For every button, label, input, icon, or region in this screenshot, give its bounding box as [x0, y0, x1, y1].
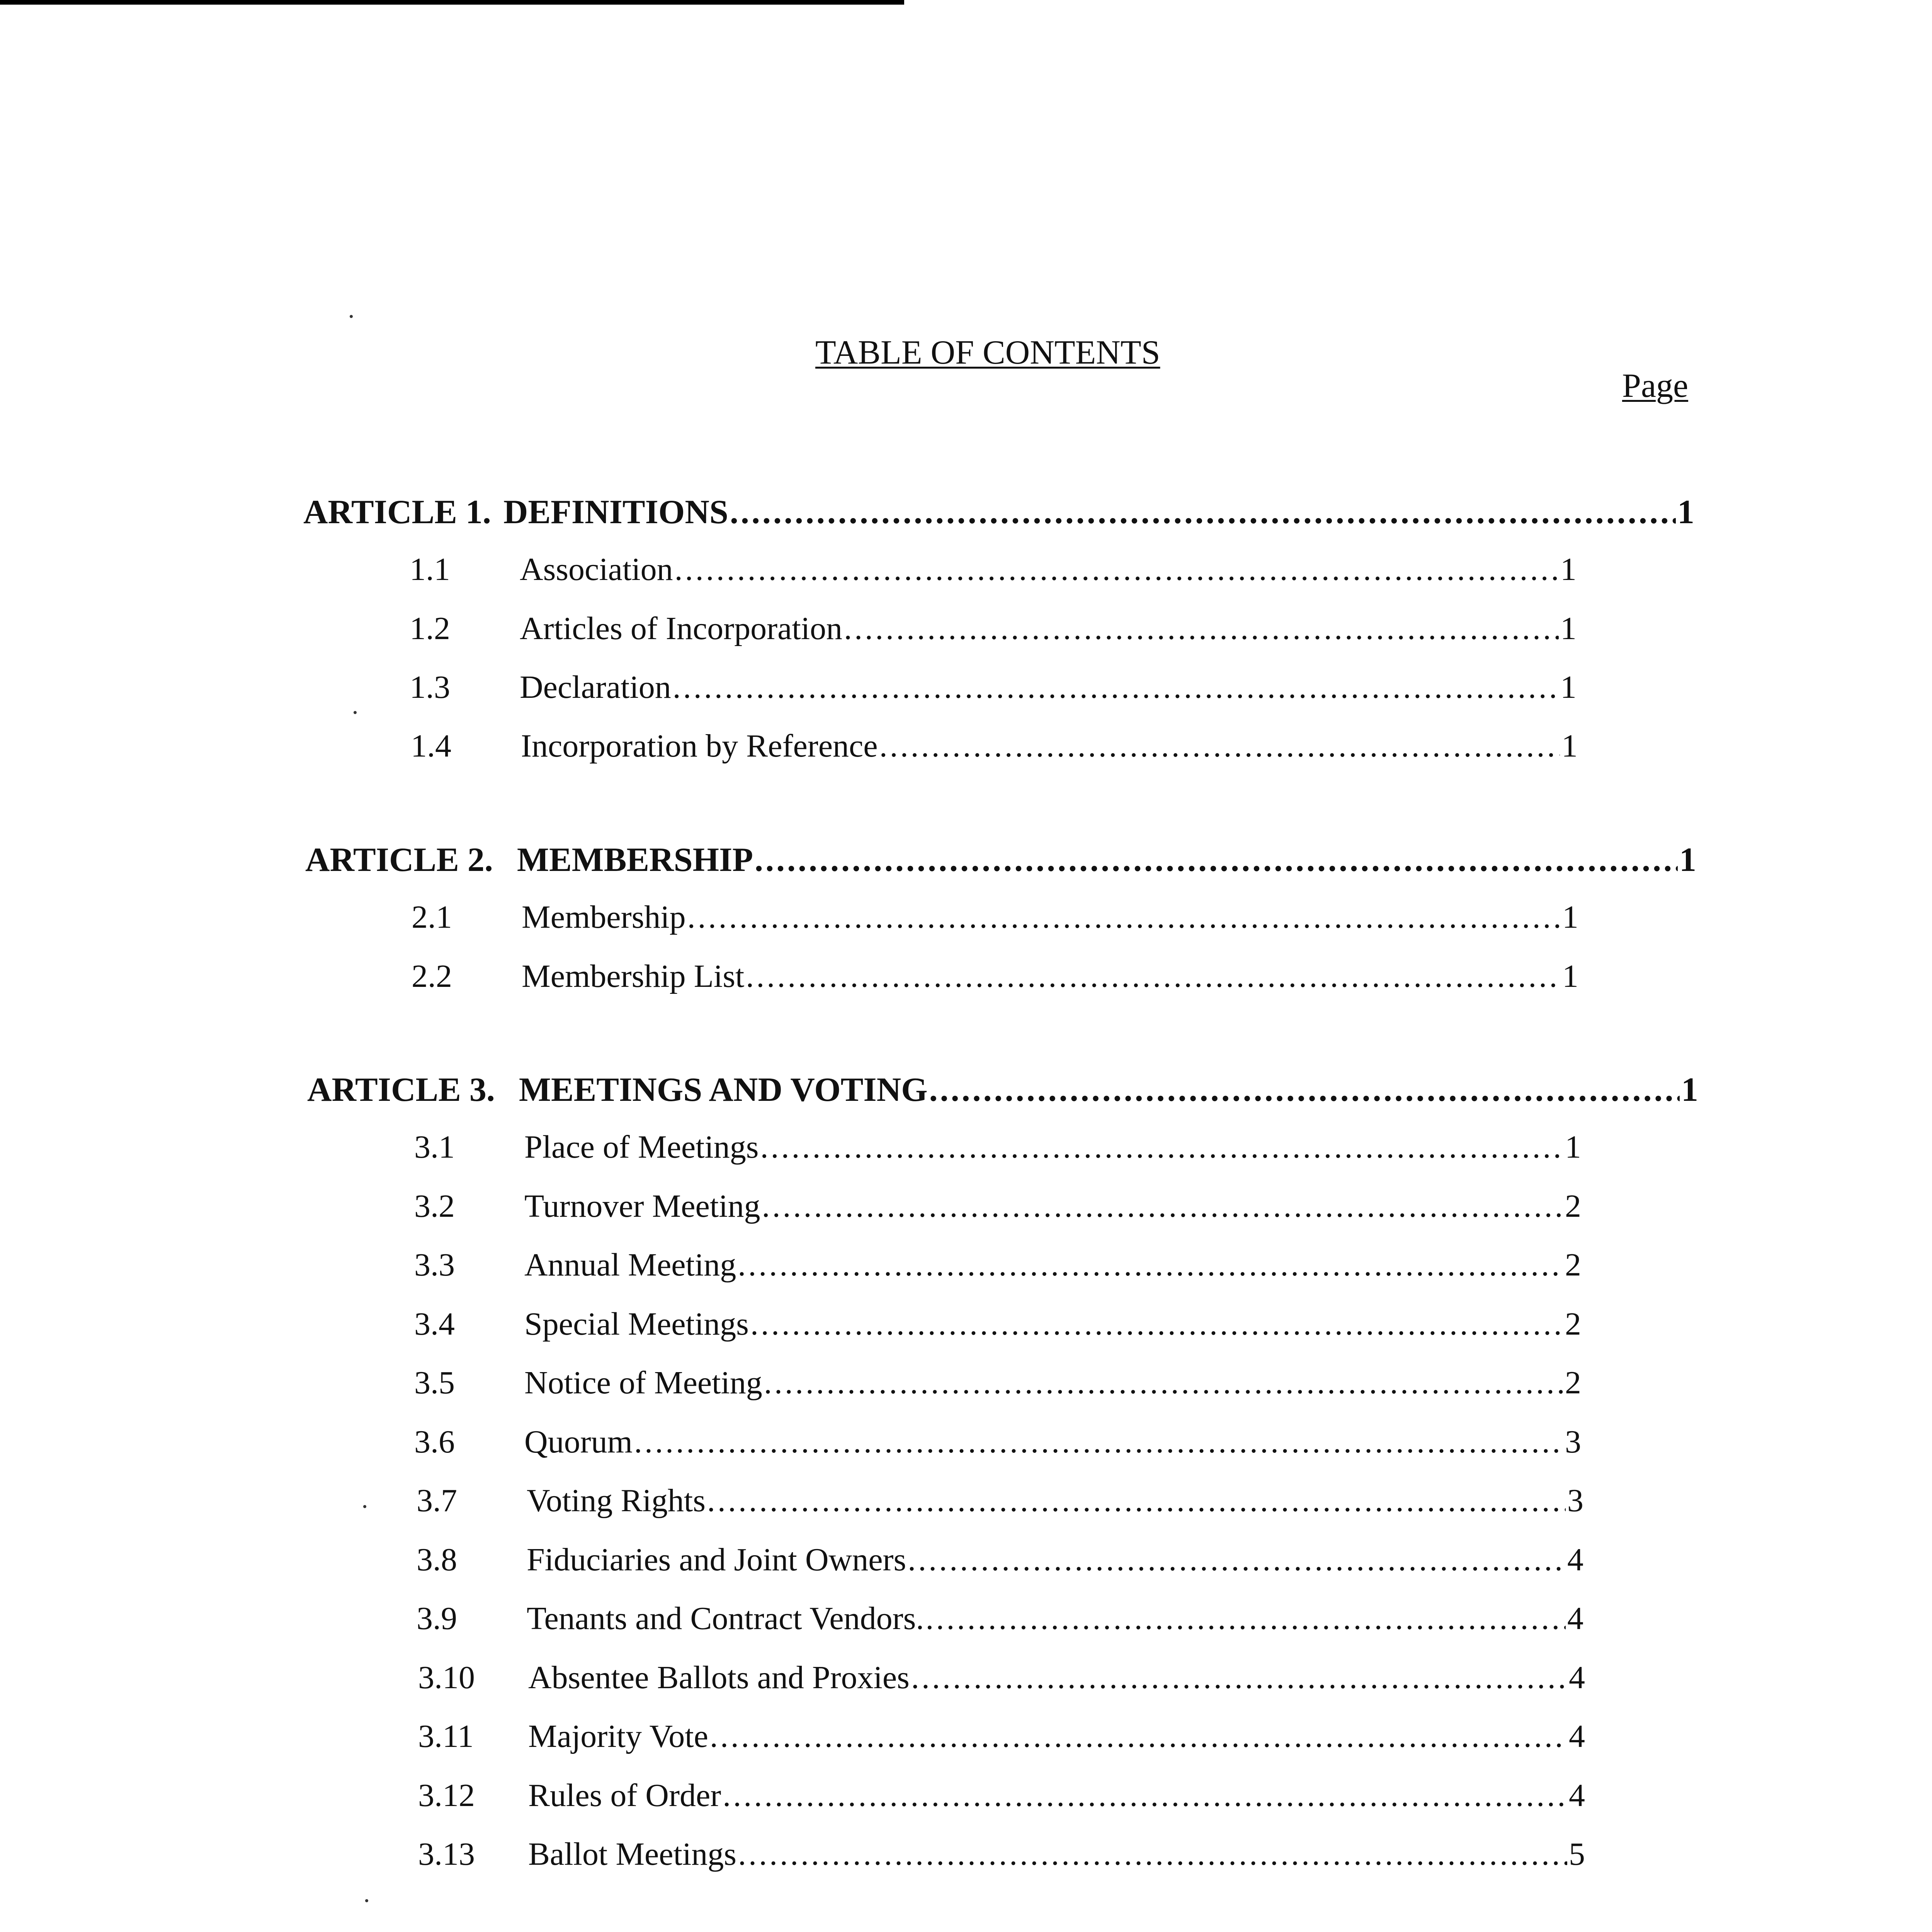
- page-column-label: Page: [1622, 367, 1689, 405]
- article-number: ARTICLE 3.: [307, 1071, 495, 1109]
- article-title: MEETINGS AND VOTING: [519, 1071, 928, 1109]
- section-title: Quorum: [524, 1424, 633, 1460]
- section-number: 3.1: [414, 1129, 455, 1165]
- dot-leader: [738, 1246, 1563, 1284]
- dot-leader: [673, 668, 1559, 706]
- dot-leader: [738, 1835, 1567, 1873]
- toc-article-3[interactable]: [307, 1070, 1698, 1113]
- toc-article-1[interactable]: [303, 493, 1694, 535]
- toc-section-3-5[interactable]: [414, 1364, 1581, 1406]
- section-title: Association: [520, 551, 673, 587]
- section-number: 1.1: [410, 551, 450, 587]
- section-title: Special Meetings: [524, 1306, 749, 1342]
- article-title: MEMBERSHIP: [517, 841, 753, 879]
- section-page-number: 4: [1569, 1777, 1585, 1813]
- section-page-number: 1: [1560, 611, 1577, 646]
- toc-section-1-1[interactable]: [410, 551, 1577, 593]
- toc-section-3-9[interactable]: [417, 1600, 1583, 1642]
- section-number: 2.1: [412, 899, 452, 935]
- section-number: 3.9: [417, 1600, 457, 1636]
- section-number: 3.6: [414, 1424, 455, 1460]
- dot-leader: [687, 898, 1561, 936]
- section-number: 3.11: [418, 1718, 474, 1754]
- toc-section-3-3[interactable]: [414, 1246, 1581, 1289]
- toc-section-3-11[interactable]: [418, 1718, 1585, 1760]
- section-number: 3.13: [418, 1836, 475, 1872]
- section-title: Place of Meetings: [524, 1129, 759, 1165]
- section-title: Membership: [522, 899, 686, 935]
- scan-speck: [354, 711, 357, 714]
- section-title: Tenants and Contract Vendors.: [527, 1600, 924, 1636]
- toc-section-3-7[interactable]: [417, 1482, 1583, 1524]
- dot-leader: [908, 1541, 1566, 1578]
- toc-section-1-4[interactable]: [411, 727, 1578, 770]
- scan-border-top: [0, 0, 904, 5]
- section-title: Ballot Meetings: [528, 1836, 736, 1872]
- toc-title: TABLE OF CONTENTS: [815, 334, 1160, 371]
- toc-section-3-6[interactable]: [414, 1423, 1581, 1466]
- section-page-number: 1: [1561, 728, 1578, 764]
- section-page-number: 2: [1565, 1306, 1581, 1342]
- section-page-number: 1: [1562, 958, 1578, 994]
- dot-leader: [707, 1482, 1566, 1519]
- article-page-number: 1: [1681, 1071, 1698, 1109]
- dot-leader: [750, 1305, 1563, 1343]
- section-number: 3.12: [418, 1777, 475, 1813]
- section-title: Turnover Meeting: [524, 1188, 760, 1224]
- scan-speck: [363, 1505, 366, 1508]
- section-page-number: 4: [1567, 1542, 1583, 1578]
- section-page-number: 4: [1567, 1600, 1583, 1636]
- toc-section-3-4[interactable]: [414, 1305, 1581, 1348]
- section-title: Voting Rights: [527, 1483, 706, 1519]
- section-title: Annual Meeting: [524, 1247, 736, 1283]
- dot-leader: [879, 727, 1560, 765]
- section-title: Articles of Incorporation: [520, 611, 843, 646]
- dot-leader: [929, 1070, 1680, 1109]
- article-number: ARTICLE 1.: [303, 493, 491, 531]
- section-page-number: 1: [1560, 669, 1577, 705]
- section-number: 1.4: [411, 728, 451, 764]
- article-title: DEFINITIONS: [503, 493, 728, 531]
- toc-section-2-1[interactable]: [412, 898, 1578, 941]
- dot-leader: [723, 1777, 1567, 1814]
- toc-section-3-8[interactable]: [417, 1541, 1583, 1583]
- toc-article-2[interactable]: [305, 840, 1696, 883]
- section-number: 1.3: [410, 669, 450, 705]
- toc-section-3-1[interactable]: [414, 1128, 1581, 1171]
- toc-section-3-10[interactable]: [418, 1659, 1585, 1701]
- dot-leader: [760, 1128, 1564, 1166]
- dot-leader: [634, 1423, 1563, 1461]
- section-number: 3.8: [417, 1542, 457, 1578]
- section-number: 1.2: [410, 611, 450, 646]
- article-number: ARTICLE 2.: [305, 841, 493, 879]
- section-title: Rules of Order: [528, 1777, 721, 1813]
- article-page-number: 1: [1677, 493, 1694, 531]
- toc-section-3-12[interactable]: [418, 1777, 1585, 1819]
- section-page-number: 4: [1569, 1718, 1585, 1754]
- toc-section-2-2[interactable]: [412, 957, 1578, 1000]
- section-page-number: 2: [1565, 1365, 1581, 1401]
- scan-speck: [365, 1899, 368, 1902]
- section-title: Notice of Meeting: [524, 1365, 762, 1401]
- section-page-number: 2: [1565, 1188, 1581, 1224]
- section-page-number: 1: [1562, 899, 1578, 935]
- section-title: Incorporation by Reference: [521, 728, 878, 764]
- section-number: 3.2: [414, 1188, 455, 1224]
- dot-leader: [844, 610, 1559, 647]
- section-number: 3.5: [414, 1365, 455, 1401]
- dot-leader: [675, 551, 1559, 588]
- section-page-number: 5: [1569, 1836, 1585, 1872]
- section-title: Majority Vote: [528, 1718, 708, 1754]
- scan-speck: [350, 315, 353, 318]
- section-title: Absentee Ballots and Proxies: [528, 1660, 910, 1696]
- section-page-number: 4: [1569, 1660, 1585, 1696]
- section-number: 3.4: [414, 1306, 455, 1342]
- dot-leader: [746, 957, 1561, 995]
- toc-section-3-2[interactable]: [414, 1187, 1581, 1230]
- dot-leader: [925, 1600, 1566, 1637]
- section-page-number: 2: [1565, 1247, 1581, 1283]
- dot-leader: [911, 1659, 1567, 1696]
- section-page-number: 3: [1567, 1483, 1583, 1519]
- toc-section-1-2[interactable]: [410, 610, 1577, 652]
- section-title: Fiduciaries and Joint Owners: [527, 1542, 906, 1578]
- dot-leader: [755, 840, 1678, 879]
- toc-section-3-13[interactable]: [418, 1835, 1585, 1878]
- section-page-number: 1: [1565, 1129, 1581, 1165]
- section-title: Declaration: [520, 669, 671, 705]
- dot-leader: [764, 1364, 1563, 1401]
- section-page-number: 3: [1565, 1424, 1581, 1460]
- section-title: Membership List: [522, 958, 745, 994]
- section-number: 3.3: [414, 1247, 455, 1283]
- section-number: 2.2: [412, 958, 452, 994]
- article-page-number: 1: [1679, 841, 1696, 879]
- section-number: 3.7: [417, 1483, 457, 1519]
- toc-section-1-3[interactable]: [410, 668, 1577, 711]
- section-number: 3.10: [418, 1660, 475, 1696]
- dot-leader: [762, 1187, 1563, 1225]
- dot-leader: [730, 493, 1676, 532]
- dot-leader: [710, 1718, 1567, 1755]
- section-page-number: 1: [1560, 551, 1577, 587]
